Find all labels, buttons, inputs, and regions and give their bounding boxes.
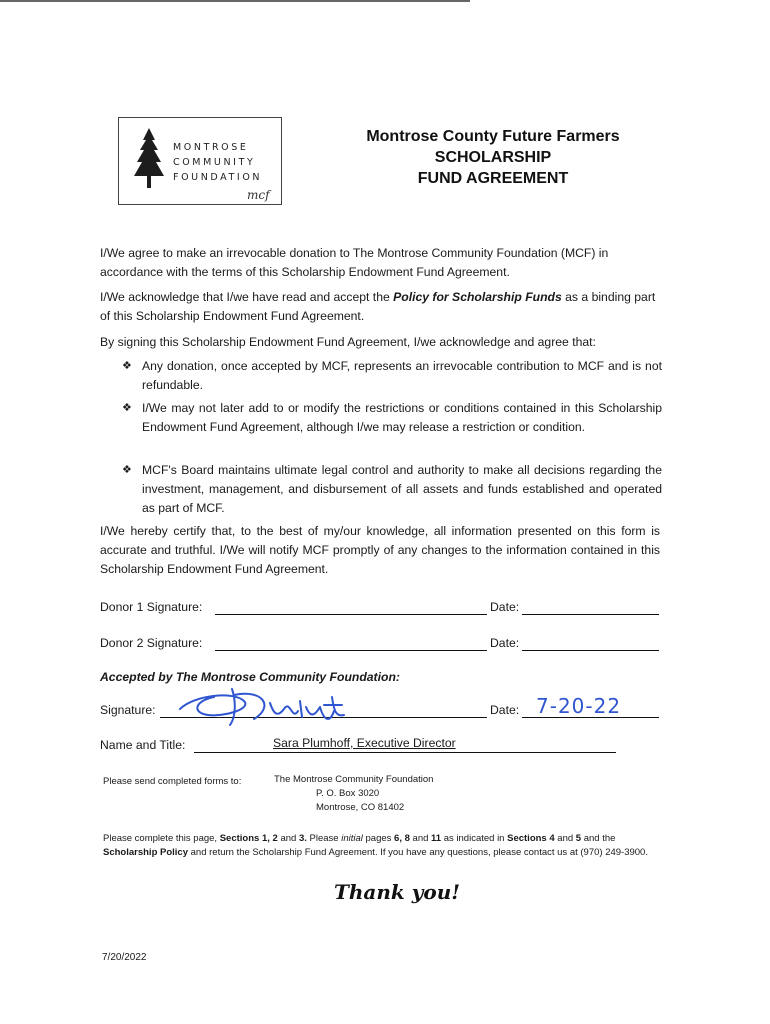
scan-edge-line: [0, 0, 470, 2]
name-title-row: [100, 738, 660, 758]
donor1-row: [100, 600, 660, 620]
mcf-signature-label: Signature:: [100, 703, 156, 717]
donor2-date-line[interactable]: [522, 650, 659, 651]
donation-paragraph: I/We agree to make an irrevocable donation to The Montrose Community Foundation (MCF) in accordance with the terms of this Scholarship Endowment Fund Agreement.: [100, 246, 609, 279]
donor2-date-label: Date:: [490, 636, 520, 650]
diamond-bullet-icon: ❖: [122, 360, 132, 372]
title-line-1: Montrose County Future Farmers: [366, 128, 620, 145]
instr-bold: Scholarship Policy: [103, 847, 188, 858]
donor1-date-line[interactable]: [522, 614, 659, 615]
donor2-row: [100, 636, 660, 656]
name-title-label: Name and Title:: [100, 738, 186, 752]
accepted-heading: Accepted by The Montrose Community Foundation:: [100, 670, 400, 684]
mailing-line-3: Montrose, CO 81402: [316, 802, 405, 813]
acknowledge-text-end: as a binding part of this Scholarship Endowment Fund Agreement.: [100, 290, 656, 323]
instr-text: pages: [362, 833, 395, 844]
policy-reference: Policy for Scholarship Funds: [393, 290, 562, 304]
footer-date: 7/20/2022: [102, 952, 147, 963]
diamond-bullet-icon: ❖: [122, 464, 132, 476]
instr-bold: Sections 4: [507, 833, 555, 844]
document-title: [340, 126, 646, 189]
donor1-date-label: Date:: [490, 600, 520, 614]
instr-text: and: [554, 833, 576, 844]
handwritten-date: 7-20-22: [536, 694, 622, 718]
logo-mcf-mark: mcf: [247, 188, 270, 202]
instr-italic: initial: [341, 833, 363, 844]
handwritten-signature: [174, 687, 364, 729]
list-item-text: Any donation, once accepted by MCF, represents an irrevocable contribution to MCF and is not refundable.: [142, 359, 662, 392]
certification-paragraph: I/We hereby certify that, to the best of my/our knowledge, all information presented on this form is accurate and truthful. I/We will notify MCF promptly of any changes to the information contained in this Scholarship Endowment Fund Agreement.: [100, 524, 660, 576]
logo-line: COMMUNITY: [173, 157, 256, 168]
mailing-address: [274, 773, 433, 815]
instructions-paragraph: [103, 832, 665, 860]
instr-bold: 11: [431, 833, 442, 844]
list-item-text: I/We may not later add to or modify the restrictions or conditions contained in this Scholarship Endowment Fund Agreement, although I/we may release a restriction or condition.: [142, 401, 662, 434]
donor1-signature-label: Donor 1 Signature:: [100, 600, 203, 614]
name-title-value: Sara Plumhoff, Executive Director: [273, 736, 456, 750]
diamond-bullet-icon: ❖: [122, 402, 132, 414]
instr-bold: 5: [575, 833, 582, 844]
logo-wordmark: [173, 140, 262, 185]
name-title-line[interactable]: [194, 752, 616, 753]
logo-line: MONTROSE: [173, 142, 249, 153]
instr-text: and: [277, 833, 299, 844]
instr-text: and: [409, 833, 432, 844]
logo-line: FOUNDATION: [173, 172, 263, 183]
acknowledge-text: I/We acknowledge that I/we have read and accept the: [100, 290, 394, 304]
instr-text: as indicated in: [441, 833, 508, 844]
instr-text: and the: [581, 833, 616, 844]
list-item: [122, 461, 662, 518]
instr-bold: 6, 8: [394, 833, 410, 844]
title-line-2: SCHOLARSHIP: [434, 149, 552, 166]
instr-bold: 3.: [298, 833, 307, 844]
instr-bold: Sections 1, 2: [219, 833, 278, 844]
list-item: [122, 357, 662, 395]
agreement-intro: By signing this Scholarship Endowment Fund Agreement, I/we acknowledge and agree that:: [100, 335, 596, 349]
pine-tree-icon: [131, 126, 167, 196]
donor2-signature-line[interactable]: [215, 650, 487, 651]
thank-you-text: Thank you!: [334, 880, 461, 904]
instr-text: Please complete this page,: [103, 833, 220, 844]
mcf-signature-row: [100, 694, 660, 723]
instr-text: Please: [306, 833, 342, 844]
mailing-line-2: P. O. Box 3020: [316, 788, 380, 799]
donor1-signature-line[interactable]: [215, 614, 487, 615]
mailing-label: Please send completed forms to:: [103, 776, 242, 787]
acknowledge-paragraph: [100, 288, 660, 326]
list-item: [122, 399, 662, 437]
donor2-signature-label: Donor 2 Signature:: [100, 636, 203, 650]
mailing-line-1: The Montrose Community Foundation: [274, 774, 434, 785]
list-item-text: MCF's Board maintains ultimate legal control and authority to make all decisions regarding the investment, management, and disbursement of all assets and funds established and operated as part of MCF.: [142, 463, 662, 515]
foundation-logo: [118, 117, 282, 205]
instr-text: and return the Scholarship Fund Agreement. If you have any questions, please contact us at (970) 249-3900.: [188, 847, 648, 858]
title-line-3: FUND AGREEMENT: [417, 170, 569, 187]
mcf-date-label: Date:: [490, 703, 520, 717]
